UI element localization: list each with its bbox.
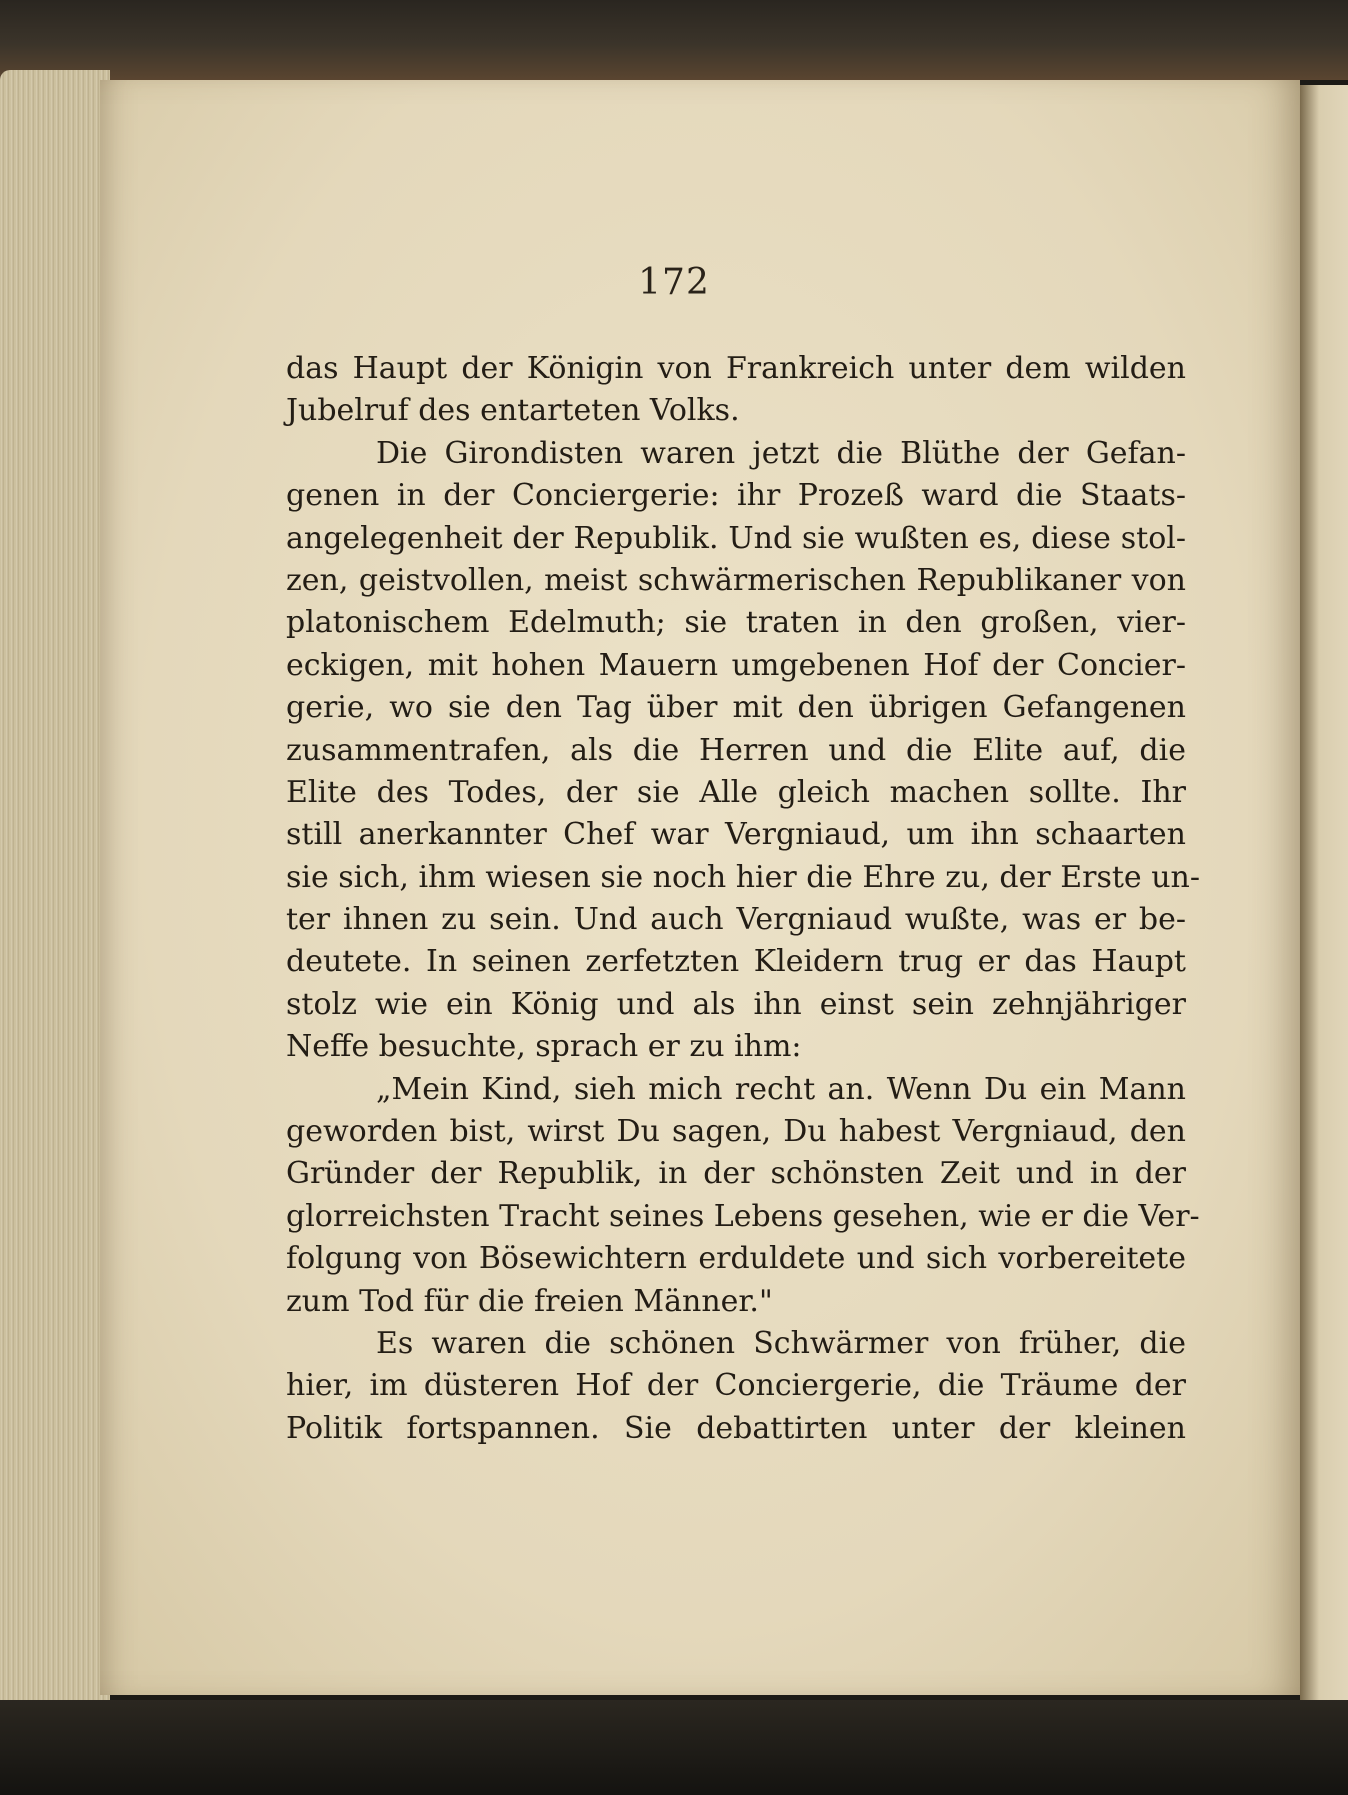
text-line: ter ihnen zu sein. Und auch Vergniaud wußte, was er be-: [286, 902, 1186, 938]
text-line: Neffe besuchte, sprach er zu ihm:: [286, 1029, 802, 1065]
text-line: zusammentrafen, als die Herren und die Elite auf, die: [286, 732, 1186, 768]
text-line: Die Girondisten waren jetzt die Blüthe der Gefan-: [376, 435, 1186, 471]
text-line: das Haupt der Königin von Frankreich unter dem wilden: [286, 351, 1186, 386]
text-line: angelegenheit der Republik. Und sie wußten es, diese stol-: [286, 520, 1186, 556]
text-line: glorreichsten Tracht seines Lebens gesehen, wie er die Ver-: [286, 1198, 1200, 1234]
text-line: platonischem Edelmuth; sie traten in den großen, vier-: [286, 605, 1186, 641]
text-line: Gründer der Republik, in der schönsten Zeit und in der: [286, 1156, 1186, 1192]
book-cover-bottom: [0, 1700, 1348, 1795]
book-cover-top: [0, 0, 1348, 80]
text-line: folgung von Bösewichtern erduldete und sich vorbereitete: [286, 1241, 1186, 1277]
text-line: geworden bist, wirst Du sagen, Du habest Vergniaud, den: [286, 1114, 1186, 1150]
text-line: still anerkannter Chef war Vergniaud, um ihn schaarten: [286, 817, 1186, 853]
body-text: [286, 348, 1201, 1450]
text-line: stolz wie ein König und als ihn einst sein zehnjähriger: [286, 986, 1186, 1022]
text-line: Jubelruf des entarteten Volks.: [286, 393, 740, 429]
text-line: genen in der Conciergerie: ihr Prozeß ward die Staats-: [286, 478, 1186, 514]
page-number: 172: [638, 262, 710, 303]
page-edges: [0, 70, 110, 1710]
text-line: Elite des Todes, der sie Alle gleich machen sollte. Ihr: [286, 774, 1186, 810]
text-line: „Mein Kind, sieh mich recht an. Wenn Du ein Mann: [376, 1071, 1186, 1107]
text-line: Es waren die schönen Schwärmer von früher, die: [376, 1325, 1186, 1361]
text-line: Politik fortspannen. Sie debattirten unter der kleinen: [286, 1410, 1186, 1446]
text-line: zen, geistvollen, meist schwärmerischen Republikaner von: [286, 562, 1186, 598]
text-line: deutete. In seinen zerfetzten Kleidern trug er das Haupt: [286, 944, 1186, 980]
text-line: gerie, wo sie den Tag über mit den übrigen Gefangenen: [286, 690, 1186, 726]
text-line: hier, im düsteren Hof der Conciergerie, die Träume der: [286, 1368, 1186, 1404]
text-line: zum Tod für die freien Männer.": [286, 1283, 773, 1319]
next-page-edge: [1300, 85, 1348, 1705]
text-line: sie sich, ihm wiesen sie noch hier die Ehre zu, der Erste un-: [286, 859, 1201, 895]
text-line: eckigen, mit hohen Mauern umgebenen Hof der Concier-: [286, 647, 1186, 683]
